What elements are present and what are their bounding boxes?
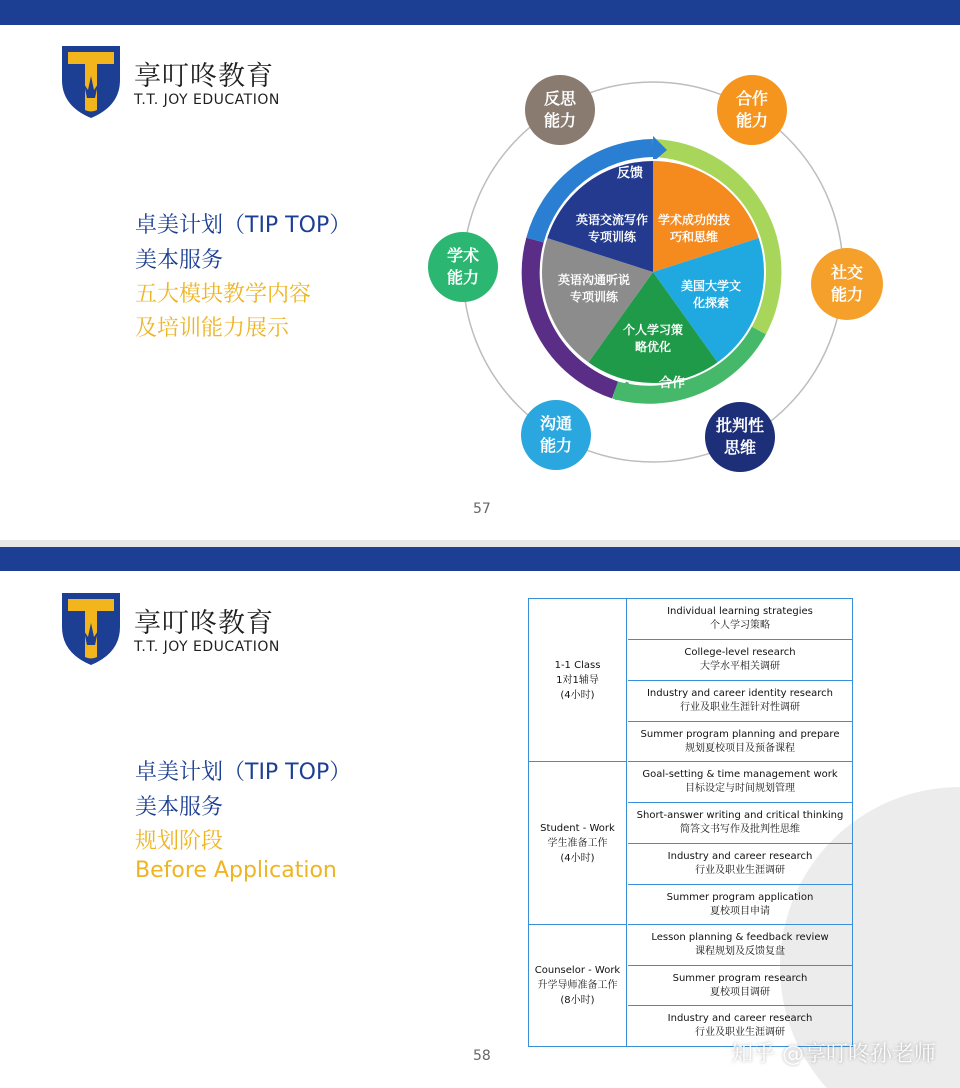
logo-chinese-name: 享叮咚教育 [134, 608, 274, 639]
table-row: Individual learning strategies 个人学习策略 [628, 599, 852, 640]
table-group-cell: 1-1 Class 1对1辅导 (4小时) [529, 599, 627, 762]
table-row: Short-answer writing and critical thinking 简答文书写作及批判性思维 [628, 803, 852, 844]
service-label: 美本服务 [135, 795, 224, 820]
table-row: Industry and career identity research 行业及职业生涯针对性调研 [628, 681, 852, 722]
table-row: Summer program planning and prepare 规划夏校项目及预备课程 [628, 722, 852, 762]
topic-line-2: 及培训能力展示 [135, 316, 290, 341]
module-wheel-diagram [415, 60, 895, 500]
page-number: 58 [473, 1048, 491, 1064]
shield-logo-icon [58, 587, 124, 667]
service-label: 美本服务 [135, 248, 224, 273]
ability-bubble-critical-thinking: 批判性思维 [705, 402, 775, 472]
slide-58 [0, 547, 960, 1088]
table-row: Industry and career research 行业及职业生涯调研 [667, 1013, 813, 1038]
slide-top-bar [0, 0, 960, 25]
company-logo [58, 587, 298, 671]
program-title: 卓美计划（TIP TOP） [135, 760, 352, 785]
logo-english-name: T.T. JOY EDUCATION [134, 639, 280, 655]
shield-logo-icon [58, 40, 124, 120]
ability-bubble-reflection: 反思能力 [525, 75, 595, 145]
segment-label-english-writing: 英语交流写作专项训练 [575, 213, 648, 244]
table-group-cell: Counselor - Work 升学导师准备工作 (8小时) [529, 925, 627, 1046]
logo-chinese-name: 享叮咚教育 [134, 61, 274, 92]
segment-label-english-listening: 英语沟通听说专项训练 [557, 273, 630, 304]
planning-table [528, 598, 853, 1047]
arrow-label-cooperation: 合作 [659, 376, 686, 391]
segment-label-academic-success: 学术成功的技巧和思维 [657, 213, 730, 244]
table-group-cell: Student - Work 学生准备工作 (4小时) [529, 762, 627, 925]
table-row: Goal-setting & time management work 目标设定与时间规划管理 [628, 762, 852, 803]
ability-bubble-cooperation: 合作能力 [717, 75, 787, 145]
slide-57 [0, 0, 960, 540]
arrow-label-feedback: 反馈 [617, 166, 644, 181]
segment-label-learning-strategy: 个人学习策略优化 [622, 323, 683, 354]
watermark-text: 知乎 @享叮咚孙老师 [731, 1042, 936, 1067]
table-row: Lesson planning & feedback review 课程规划及反馈复盘 [628, 925, 852, 966]
logo-english-name: T.T. JOY EDUCATION [134, 92, 280, 108]
table-row: College-level research 大学水平相关调研 [628, 640, 852, 681]
stage-label: 规划阶段 [135, 829, 224, 854]
table-row: Summer program research 夏校项目调研 [628, 966, 852, 1006]
table-row: Summer program application 夏校项目申请 [628, 885, 852, 925]
program-title: 卓美计划（TIP TOP） [135, 213, 352, 238]
stage-english-label: Before Application [135, 858, 337, 883]
ability-bubble-social: 社交能力 [811, 248, 883, 320]
slide-top-bar [0, 547, 960, 571]
table-row: Industry and career research 行业及职业生涯调研 [628, 844, 852, 885]
ability-bubble-academic: 学术能力 [428, 232, 498, 302]
page-number: 57 [473, 501, 491, 517]
company-logo [58, 40, 298, 124]
topic-line-1: 五大模块教学内容 [135, 282, 312, 307]
segment-label-us-college-culture: 美国大学文化探索 [681, 279, 742, 310]
ability-bubble-communication: 沟通能力 [521, 400, 591, 470]
